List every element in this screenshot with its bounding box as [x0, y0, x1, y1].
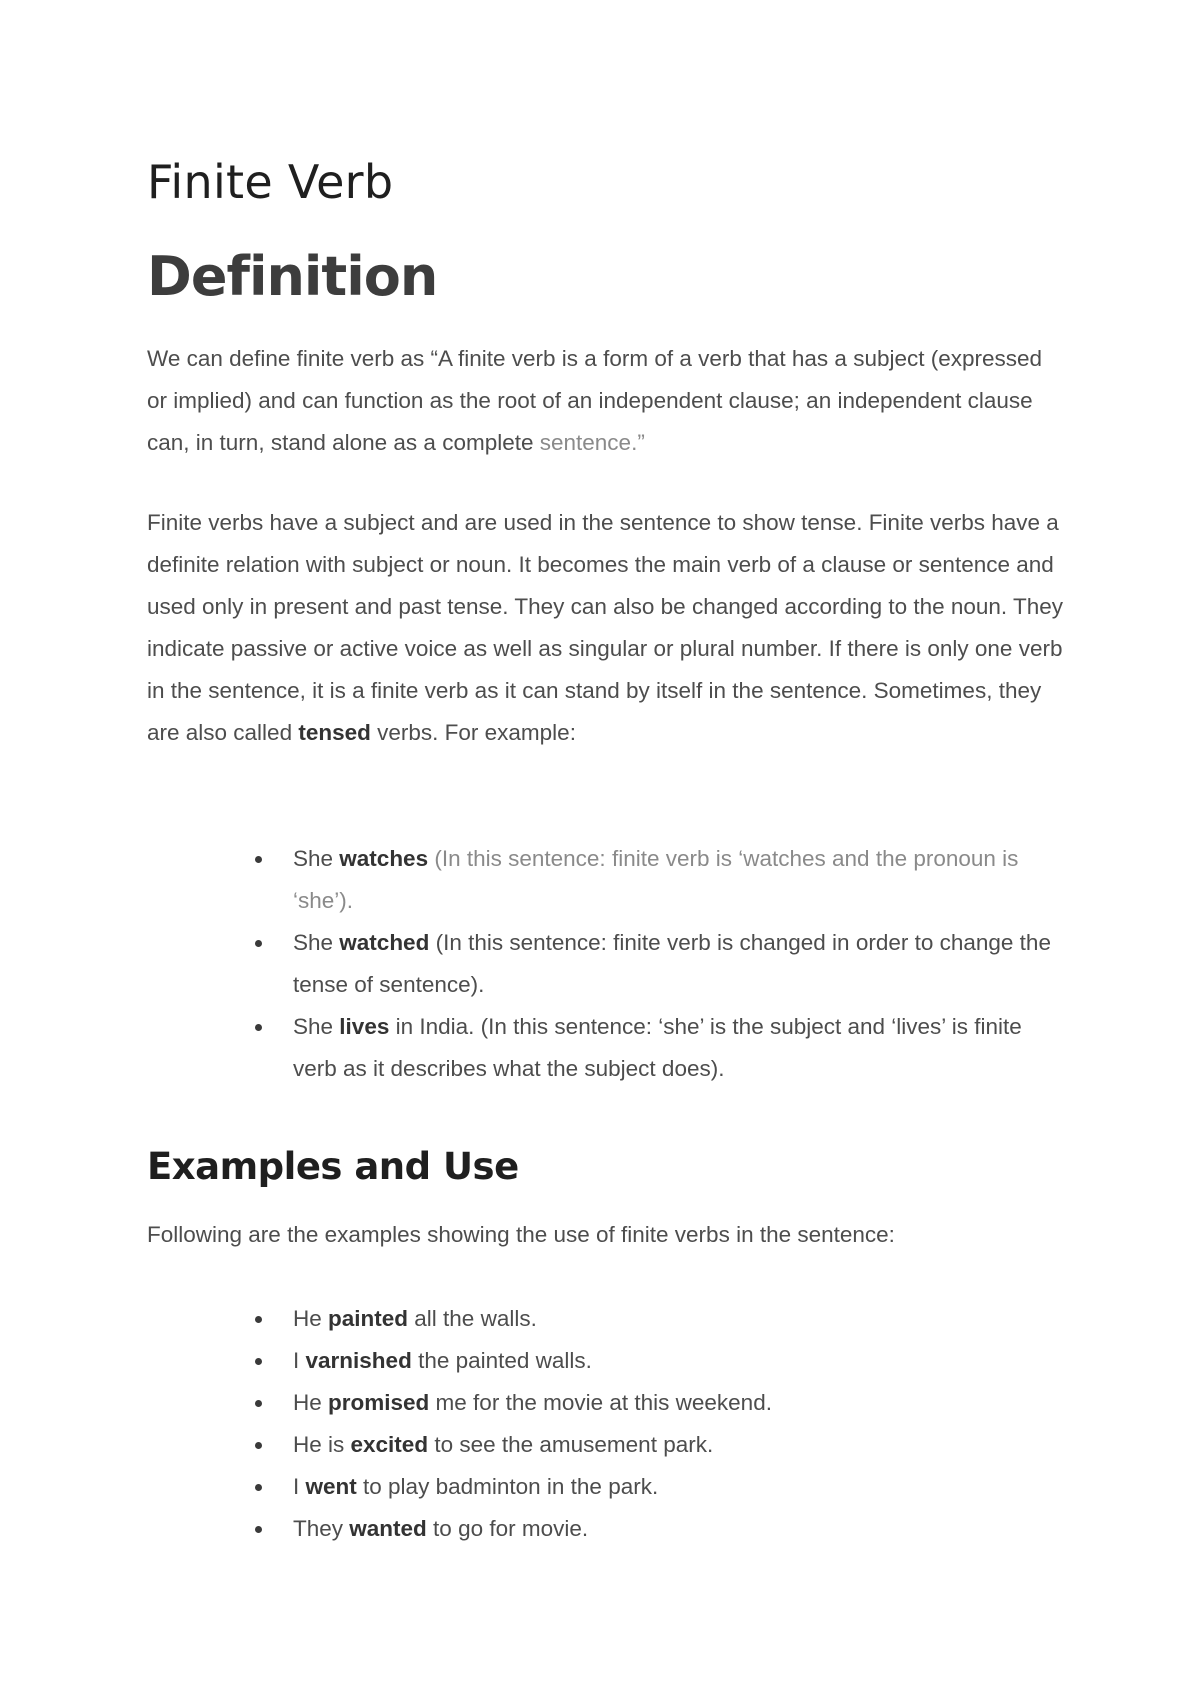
- examples-heading: Examples and Use: [147, 1145, 519, 1188]
- list-item: She lives in India. (In this sentence: ‘she’ is the subject and ‘lives’ is finite verb as it describes what the subject does).: [147, 1006, 1067, 1090]
- list-item: She watched (In this sentence: finite verb is changed in order to change the tense of sentence).: [147, 922, 1067, 1006]
- definition-paragraph: [147, 338, 1067, 464]
- finite-verbs-paragraph: [147, 502, 1067, 754]
- verb-bold: watches: [339, 846, 429, 871]
- list-item: He painted all the walls.: [147, 1298, 1067, 1340]
- verb-bold: painted: [328, 1306, 409, 1331]
- definition-examples-list: [147, 838, 1067, 1090]
- verb-bold: promised: [328, 1390, 430, 1415]
- finite-verbs-text-end: verbs. For example:: [370, 720, 576, 745]
- finite-verbs-text: Finite verbs have a subject and are used in the sentence to show tense. Finite verbs have a definite relation with subject or noun. It becomes the main verb of a clause or sentence and used only in present and past tense. They can also be changed according to the noun. They indicate passive or active voice as well as singular or plural number. If there is only one verb in the sentence, it is a finite verb as it can stand by itself in the sentence. Sometimes, they are also called: [147, 510, 1064, 745]
- verb-bold: went: [305, 1474, 357, 1499]
- definition-text: We can define finite verb as “A finite verb is a form of a verb that has a subject (expressed or implied) and can function as the root of an independent clause; an independent clause can, in turn, stand alone as a complete: [147, 346, 1043, 455]
- tensed-bold: tensed: [298, 720, 371, 745]
- definition-heading: Definition: [147, 245, 438, 308]
- definition-text-end: sentence.”: [539, 430, 645, 455]
- verb-bold: excited: [350, 1432, 429, 1457]
- page-title: Finite Verb: [147, 155, 394, 209]
- verb-bold: varnished: [305, 1348, 412, 1373]
- verb-bold: watched: [339, 930, 430, 955]
- list-item: They wanted to go for movie.: [147, 1508, 1067, 1550]
- list-item: I went to play badminton in the park.: [147, 1466, 1067, 1508]
- use-examples-list: [147, 1298, 1067, 1550]
- list-item: I varnished the painted walls.: [147, 1340, 1067, 1382]
- verb-bold: wanted: [349, 1516, 427, 1541]
- verb-bold: lives: [339, 1014, 390, 1039]
- examples-intro: Following are the examples showing the use of finite verbs in the sentence:: [147, 1222, 895, 1247]
- list-item: He promised me for the movie at this weekend.: [147, 1382, 1067, 1424]
- list-item: He is excited to see the amusement park.: [147, 1424, 1067, 1466]
- list-item: She watches (In this sentence: finite verb is ‘watches and the pronoun is ‘she’).: [147, 838, 1067, 922]
